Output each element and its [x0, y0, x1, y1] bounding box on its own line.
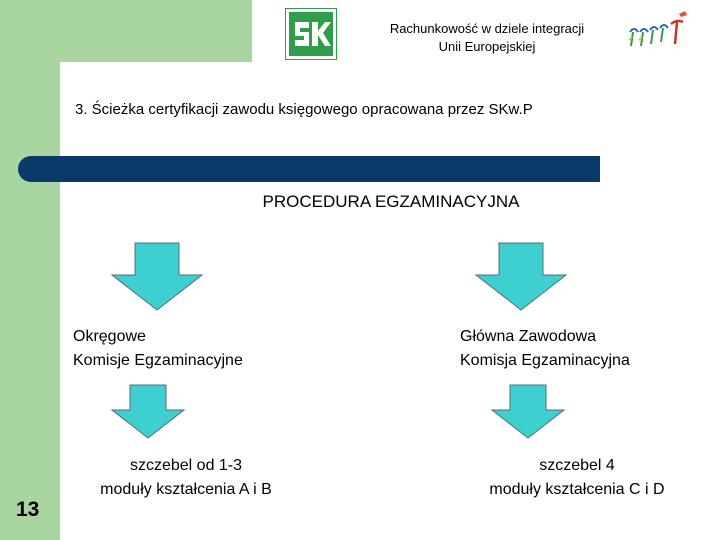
down-arrow-icon [490, 384, 566, 440]
page-number: 13 [16, 498, 40, 521]
sidebar-band [0, 0, 60, 540]
right-level-line2: moduły kształcenia C i D [489, 481, 665, 498]
right-level-line1: szczebel 4 [539, 457, 615, 474]
integration-logo-icon [625, 10, 695, 56]
right-level-label [462, 454, 692, 502]
corner-curve [60, 62, 100, 102]
slide-title: 3. Ścieżka certyfikacji zawodu księgowego opracowana przez SKw.P [75, 101, 533, 118]
accent-bar [18, 156, 600, 182]
left-org-line2: Komisje Egzaminacyjne [73, 352, 243, 369]
down-arrow-icon [110, 384, 186, 440]
right-org-line2: Komisja Egzaminacyjna [460, 352, 630, 369]
left-level-line2: moduły kształcenia A i B [100, 481, 272, 498]
left-level-line1: szczebel od 1-3 [129, 457, 243, 474]
header-line2: Unii Europejskiej [438, 39, 536, 54]
header-text [352, 20, 622, 56]
down-arrow-icon [110, 242, 204, 312]
left-org-line1: Okręgowe [73, 328, 146, 345]
skwp-logo-icon [285, 8, 337, 60]
right-org-label [460, 325, 630, 373]
procedure-heading: PROCEDURA EGZAMINACYJNA [262, 192, 520, 211]
down-arrow-icon [474, 242, 568, 312]
left-level-label [76, 454, 296, 502]
left-org-label [73, 325, 243, 373]
right-org-line1: Główna Zawodowa [460, 328, 597, 345]
header-line1: Rachunkowość w dziele integracji [389, 21, 585, 36]
top-band [0, 0, 252, 62]
